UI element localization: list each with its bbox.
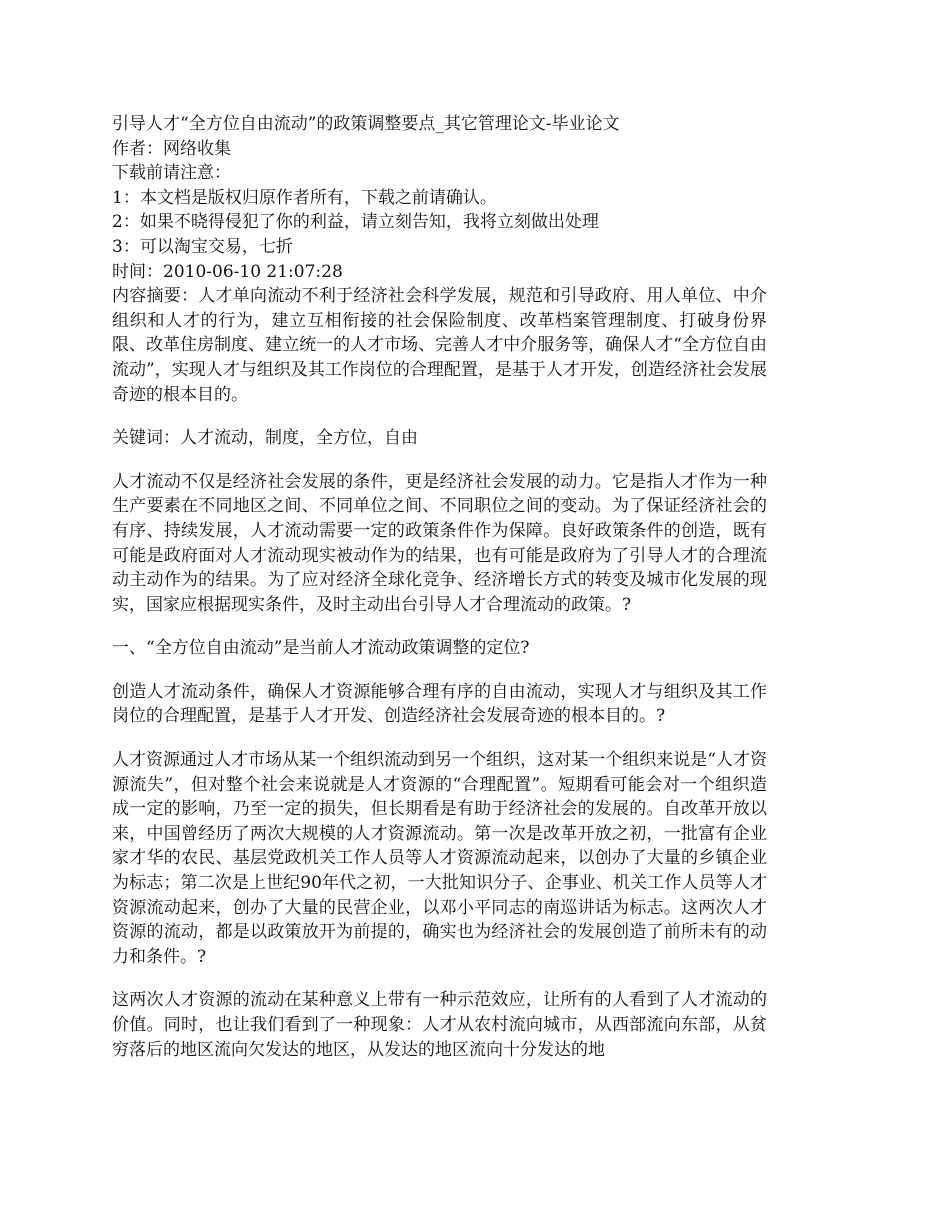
body-paragraph: 人才流动不仅是经济社会发展的条件，更是经济社会发展的动力。它是指人才作为一种生产要素在不同地区之间、不同单位之间、不同职位之间的变动。为了保证经济社会的有序、持续发展，人才流动需要一定的政策条件作为保障。良好政策条件的创造，既有可能是政府面对人才流动现实被动作为的结果，也有可能是政府为了引导人才的合理流动主动作为的结果。为了应对经济全球化竞争、经济增长方式的转变及城市化发展的现实，国家应根据现实条件，及时主动出台引导人才合理流动的政策。? <box>112 471 767 615</box>
notice-item: 3：可以淘宝交易，七折 <box>112 236 293 257</box>
body-paragraph: 创造人才流动条件，确保人才资源能够合理有序的自由流动，实现人才与组织及其工作岗位的合理配置，是基于人才开发、创造经济社会发展奇迹的根本目的。? <box>112 681 767 727</box>
abstract-paragraph: 内容摘要：人才单向流动不利于经济社会科学发展，规范和引导政府、用人单位、中介组织和人才的行为，建立互相衔接的社会保险制度、改革档案管理制度、打破身份界限、改革住房制度、建立统一的人才市场、完善人才中介服务等，确保人才“全方位自由流动”，实现人才与组织及其工作岗位的合理配置，是基于人才开发，创造经济社会发展奇迹的根本目的。 <box>112 286 767 405</box>
notice-item: 1：本文档是版权归原作者所有，下载之前请确认。 <box>112 187 497 208</box>
section-heading: 一、“全方位自由流动”是当前人才流动政策调整的定位? <box>112 638 530 659</box>
body-paragraph: 这两次人才资源的流动在某种意义上带有一种示范效应，让所有的人看到了人才流动的价值。同时，也让我们看到了一种现象：人才从农村流向城市，从西部流向东部，从贫穷落后的地区流向欠发达的地区，从发达的地区流向十分发达的地 <box>112 990 767 1060</box>
notice-item: 2：如果不晓得侵犯了你的利益，请立刻告知，我将立刻做出处理 <box>112 212 599 233</box>
document-author: 作者：网络收集 <box>112 138 231 159</box>
notice-heading: 下载前请注意： <box>112 163 231 184</box>
document-page <box>112 112 767 1062</box>
keywords-line: 关键词：人才流动，制度，全方位，自由 <box>112 428 418 449</box>
publish-time: 时间：2010-06-10 21:07:28 <box>112 261 343 282</box>
body-paragraph: 人才资源通过人才市场从某一个组织流动到另一个组织，这对某一个组织来说是“人才资源流失”，但对整个社会来说就是人才资源的“合理配置”。短期看可能会对一个组织造成一定的影响，乃至一定的损失，但长期看是有助于经济社会的发展的。自改革开放以来，中国曾经历了两次大规模的人才资源流动。第一次是改革开放之初，一批富有企业家才华的农民、基层党政机关工作人员等人才资源流动起来，以创办了大量的乡镇企业为标志；第二次是上世纪90年代之初，一大批知识分子、企事业、机关工作人员等人才资源流动起来，创办了大量的民营企业，以邓小平同志的南巡讲话为标志。这两次人才资源的流动，都是以政策放开为前提的，确实也为经济社会的发展创造了前所未有的动力和条件。? <box>112 750 767 967</box>
document-title: 引导人才“全方位自由流动”的政策调整要点_其它管理论文-毕业论文 <box>112 114 620 134</box>
